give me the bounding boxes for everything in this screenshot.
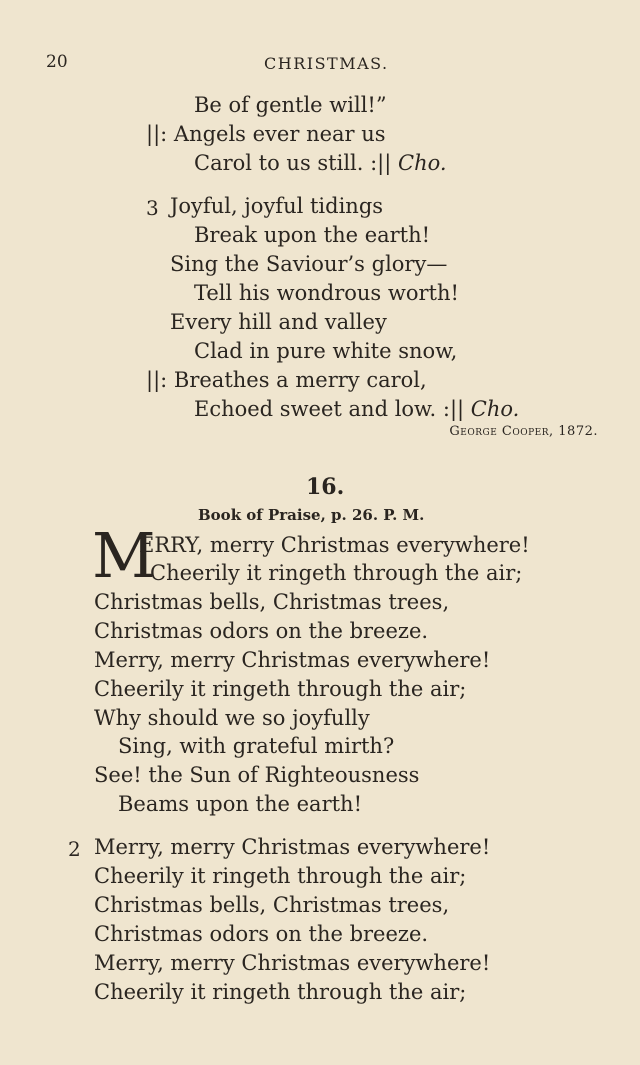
- verse-line: Christmas odors on the breeze.: [94, 922, 429, 946]
- verse-line: See! the Sun of Righteousness: [94, 763, 420, 787]
- verse-line: Christmas bells, Christmas trees,: [94, 893, 450, 917]
- hymn-number: 16.: [306, 474, 345, 500]
- tune-reference: Book of Praise, p. 26. P. M.: [198, 506, 425, 524]
- verse-line: ||: Breathes a merry carol,: [146, 368, 427, 392]
- verse-line: Break upon the earth!: [194, 223, 431, 247]
- stanza-number: 2: [68, 837, 81, 861]
- verse-line: ||: Angels ever near us: [146, 122, 386, 146]
- verse-line: Christmas odors on the breeze.: [94, 619, 429, 643]
- page-number: 20: [46, 52, 68, 72]
- verse-line: Joyful, joyful tidings: [170, 194, 384, 218]
- verse-line: Tell his wondrous worth!: [194, 281, 459, 305]
- chorus-mark: Cho.: [470, 397, 520, 421]
- running-head: CHRISTMAS.: [264, 54, 389, 73]
- stanza-number: 3: [146, 196, 159, 220]
- verse-line: [194, 150, 447, 176]
- verse-line: ERRY, merry Christmas everywhere!: [139, 533, 530, 557]
- verse-line: Sing the Saviour’s glory—: [170, 252, 448, 276]
- drop-cap: M: [92, 519, 156, 592]
- verse-line: Every hill and valley: [170, 310, 387, 334]
- verse-line: Cheerily it ringeth through the air;: [94, 677, 467, 701]
- verse-line: Why should we so joyfully: [94, 706, 370, 730]
- verse-line: Sing, with grateful mirth?: [118, 734, 395, 758]
- verse-line: Cheerily it ringeth through the air;: [150, 561, 523, 585]
- verse-text: Echoed sweet and low. :||: [194, 397, 465, 421]
- attribution: George Cooper, 1872.: [449, 424, 598, 439]
- verse-line: Christmas bells, Christmas trees,: [94, 590, 450, 614]
- verse-line: Merry, merry Christmas everywhere!: [94, 648, 491, 672]
- verse-line: [194, 396, 519, 422]
- verse-line: Cheerily it ringeth through the air;: [94, 980, 467, 1004]
- verse-text: Carol to us still. :||: [194, 151, 392, 175]
- verse-line: Merry, merry Christmas everywhere!: [94, 835, 491, 859]
- verse-line: Beams upon the earth!: [118, 792, 363, 816]
- chorus-mark: Cho.: [398, 151, 447, 175]
- verse-line: Be of gentle will!”: [194, 93, 387, 117]
- verse-line: Merry, merry Christmas everywhere!: [94, 951, 491, 975]
- verse-line: Clad in pure white snow,: [194, 339, 458, 363]
- verse-line: Cheerily it ringeth through the air;: [94, 864, 467, 888]
